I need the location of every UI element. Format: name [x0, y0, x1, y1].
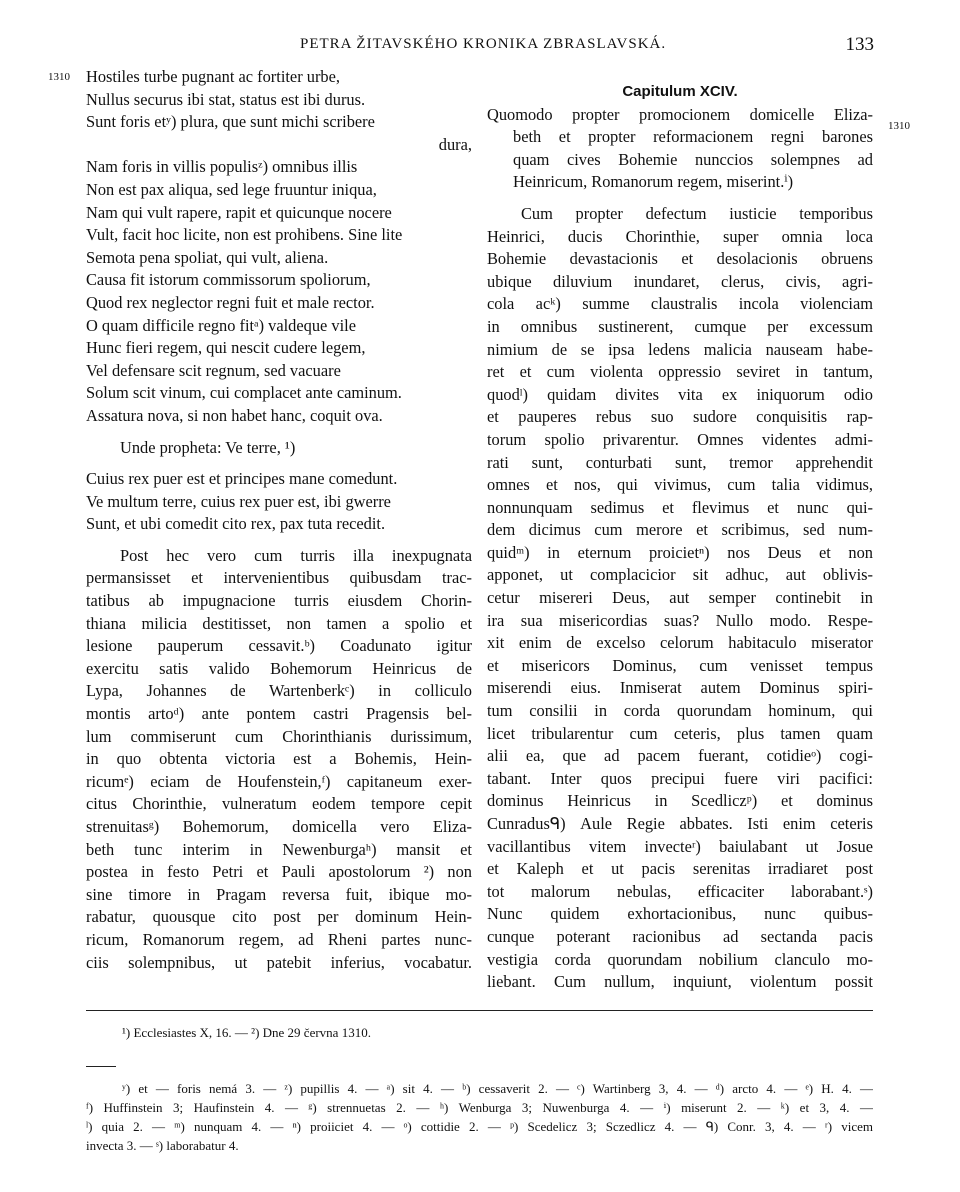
prose-line: xit enim de excelso celorum habitaculo miserator: [487, 633, 873, 653]
verse-line: Assatura nova, si non habet hanc, coquit ova.: [86, 405, 383, 425]
prose-line: Bohemie devastacionis et desolacionis obruens: [487, 249, 873, 269]
verse-line: Semota pena spoliat, qui vult, aliena.: [86, 247, 329, 267]
left-column: [86, 66, 472, 974]
verse-line: Hunc fieri regem, qui nescit cudere legem,: [86, 338, 366, 358]
running-title: PETRA ŽITAVSKÉHO KRONIKA ZBRASLAVSKÁ.: [300, 36, 667, 52]
chapter-summary-line: Heinricum, Romanorum regem, miserint.ⁱ): [513, 172, 794, 192]
prose-line: in quo obtenta victoria est a Bohemis, Hein-: [86, 749, 472, 769]
verse-line: Quod rex neglector regni fuit et male rector.: [86, 292, 375, 312]
prose-line: rabatur, quousque cito post per dominum Hein-: [86, 907, 472, 927]
prose-line: Post hec vero cum turris illa inexpugnata: [120, 545, 472, 565]
verse-line: O quam difficile regno fitᵃ) valdeque vile: [86, 315, 356, 335]
prose-line: sine timore in Pragam reversa fuit, ibique mo-: [86, 884, 472, 904]
footnote-line: ᶠ) Huffinstein 3; Haufinstein 4. — ᵍ) strennuetas 2. — ʰ) Wenburga 3; Nuwenburga 4. — ⁱ) miserunt 2. — ᵏ) et 3, 4. —: [86, 1100, 873, 1115]
prose-line: ubique diluvium inundaret, clerus, civis, agri-: [487, 271, 873, 291]
verse-line: Hostiles turbe pugnant ac fortiter urbe,: [86, 67, 340, 86]
verse-line: Nullus securus ibi stat, status est ibi durus.: [86, 89, 366, 109]
verse-line: dura,: [438, 134, 472, 154]
verse-line: Sunt foris etʸ) plura, que sunt michi scribere: [86, 112, 375, 132]
prose-line: et Kaleph et ut pacis serenitas irradiaret post: [487, 859, 873, 879]
prose-line: thiana milicia destitisset, non tamen a spolio et: [86, 613, 472, 633]
prose-line: permansisset et intervenientibus quibusdam trac-: [86, 568, 472, 588]
verse-line: Cuius rex puer est et principes mane comedunt.: [86, 469, 398, 489]
verse-line: Sunt, et ubi comedit cito rex, pax tuta recedit.: [86, 514, 386, 534]
footnote-line: ¹) Ecclesiastes X, 16. — ²) Dne 29 června 1310.: [122, 1025, 371, 1040]
prose-line: nonnunquam sedimus et flevimus et nunc qui-: [487, 497, 873, 517]
lettered-footnotes: [86, 1079, 873, 1155]
prose-line: cunque poterant racionibus ad sectanda pacis: [487, 926, 873, 946]
page-number: 133: [845, 34, 874, 55]
prose-line: exercitu satis valido Bohemorum Heinricus de: [86, 658, 472, 678]
prose-line: postea in festo Petri et Pauli apostolorum ²) non: [86, 862, 472, 882]
footnote-line: invecta 3. — ˢ) laborabatur 4.: [86, 1138, 239, 1153]
prose-line: dominus Heinricus in Scedliczᵖ) et dominus: [487, 791, 873, 811]
prose-line: lesione pauperum cessavit.ᵇ) Coadunato igitur: [86, 636, 472, 656]
prose-line: citus Chorinthie, vulneratum eodem tempore cepit: [86, 794, 472, 814]
prose-line: alii ea, que ad pacem fuerant, cotidieᵒ) cogi-: [487, 746, 873, 766]
chapter-summary-line: Quomodo propter promocionem domicelle Eliza-: [487, 104, 873, 124]
prose-line: licet tribularentur cum ceteris, plus tamen quam: [487, 723, 873, 743]
verse-line: Solum scit vinum, cui complacet ante caminum.: [86, 383, 402, 403]
prose-line: nimium de se ipsa ledens malicia nauseam habe-: [487, 339, 873, 359]
prose-line: vacillantibus vitem invecteʳ) baiulabant ut Josue: [487, 836, 873, 856]
prose-line: strenuitasᵍ) Bohemorum, domicella vero Eliza-: [86, 817, 472, 836]
margin-year-left: 1310: [48, 71, 70, 83]
prose-line: montis artoᵈ) ante pontem castri Pragensis bel-: [86, 704, 472, 724]
prose-line: torum spolio privarentur. Omnes videntes admi-: [487, 429, 873, 449]
chapter-summary-line: quam cives Bohemie nunccios solempnes ad: [513, 149, 873, 169]
prose-line: Cum propter defectum iusticie temporibus: [521, 203, 873, 223]
chapter-summary-line: beth et propter reformacionem regni barones: [513, 127, 873, 147]
verse-line: Ve multum terre, cuius rex puer est, ibi gwerre: [86, 491, 391, 511]
prose-line: quodˡ) quidam divites vita ex iniquorum odio: [487, 384, 873, 404]
prose-line: ricumᵉ) eciam de Houfenstein,ᶠ) capitaneum exer-: [86, 771, 472, 791]
footnote-line: ʸ) et — foris nemá 3. — ᶻ) pupillis 4. — ᵃ) sit 4. — ᵇ) cessaverit 2. — ᶜ) Wartinberg 3, 4. — ᵈ) arcto 4. — ᵉ) H. 4. —: [122, 1081, 873, 1096]
verse-line: Causa fit istorum commissorum spoliorum,: [86, 270, 371, 290]
prose-line: dem dicimus cum merore et scribimus, sed num-: [487, 520, 873, 540]
prose-line: quidᵐ) in eternum proicietⁿ) nos Deus et non: [487, 542, 873, 562]
verse-line: Non est pax aliqua, sed lege fruuntur iniqua,: [86, 179, 377, 199]
prose-line: cola acᵏ) summe claustralis incola violenciam: [487, 294, 873, 314]
prose-line: Nunc quidem exhortacionibus, nunc quibus-: [487, 904, 873, 924]
right-column: [487, 66, 873, 994]
prose-line: tatibus ab impugnacione turris eiusdem Chorin-: [86, 591, 472, 611]
prose-line: cetur misereri Deus, aut semper continebit in: [487, 588, 873, 608]
prose-line: et misericors Dominus, cum venisset tempus: [487, 655, 873, 675]
verse-line: Vel defensare scit regnum, sed vacuare: [86, 360, 341, 380]
prose-line: miserendi eius. Inmiserat autem Dominus spiri-: [487, 678, 873, 698]
prose-line: ret et cum violenta oppressio seviret in tantum,: [487, 362, 873, 382]
prose-line: tum consilii in corda quorundam hominum, qui: [487, 701, 873, 721]
prose-line: Lypa, Johannes de Wartenberkᶜ) in colliculo: [86, 681, 472, 701]
verse-line: Unde propheta: Ve terre, ¹): [120, 437, 296, 457]
verse-line: Vult, facit hoc licite, non est prohibens. Sine lite: [86, 225, 403, 245]
verse-line: Nam qui vult rapere, rapit et quicunque nocere: [86, 202, 392, 222]
prose-line: tot malorum nebulas, efficaciter laborabant.ˢ): [487, 881, 873, 901]
prose-line: vestigia corda quorundam nobilium clanculo mo-: [487, 949, 873, 969]
prose-line: ciis solempnibus, ut patebit inferius, vocabatur.: [86, 952, 472, 972]
page-header: [0, 36, 960, 60]
numbered-footnotes: [86, 1023, 873, 1042]
prose-line: ricum, Romanorum regem, ad Rheni partes nunc-: [86, 929, 472, 949]
footnote-rule: [86, 1010, 873, 1011]
prose-line: lum commiserunt cum Chorinthianis durissimum,: [86, 726, 472, 746]
prose-line: Cunradusᑫ) Aule Regie abbates. Isti enim ceteris: [487, 814, 873, 833]
prose-line: apponet, ut complacicior sit adhuc, aut oblivis-: [487, 565, 873, 585]
prose-line: omnes et nos, qui vivimus, cum talia vidimus,: [487, 475, 873, 495]
prose-line: et pauperes rebus suo sudore conquisitis rap-: [487, 407, 873, 427]
footnote-line: ˡ) quia 2. — ᵐ) nunquam 4. — ⁿ) proiiciet 4. — ᵒ) cottidie 2. — ᵖ) Scedelicz 3; Sczedlicz 4. — ᑫ) Conr. 3, 4. — ʳ) vicem: [86, 1119, 873, 1134]
footnote-separator: [86, 1066, 116, 1067]
prose-line: beth tunc interim in Newenburgaʰ) mansit et: [86, 839, 472, 859]
prose-line: tabant. Inter quos precipui fuere viri pacifici:: [487, 768, 873, 788]
chapter-heading: Capitulum XCIV.: [622, 83, 738, 100]
prose-line: in omnibus sustinerent, cumque per excessum: [487, 316, 873, 336]
prose-line: liebant. Cum nullum, inquiunt, violentum possit: [487, 972, 873, 992]
prose-line: ira sua misericordias suas? Nullo modo. Respe-: [487, 610, 873, 630]
prose-line: Heinrici, ducis Chorinthie, super omnia loca: [487, 226, 873, 246]
margin-year-right: 1310: [888, 120, 910, 132]
prose-line: rati sunt, conturbati sunt, tremor apprehendit: [487, 452, 873, 472]
verse-line: Nam foris in villis populisᶻ) omnibus illis: [86, 157, 358, 177]
